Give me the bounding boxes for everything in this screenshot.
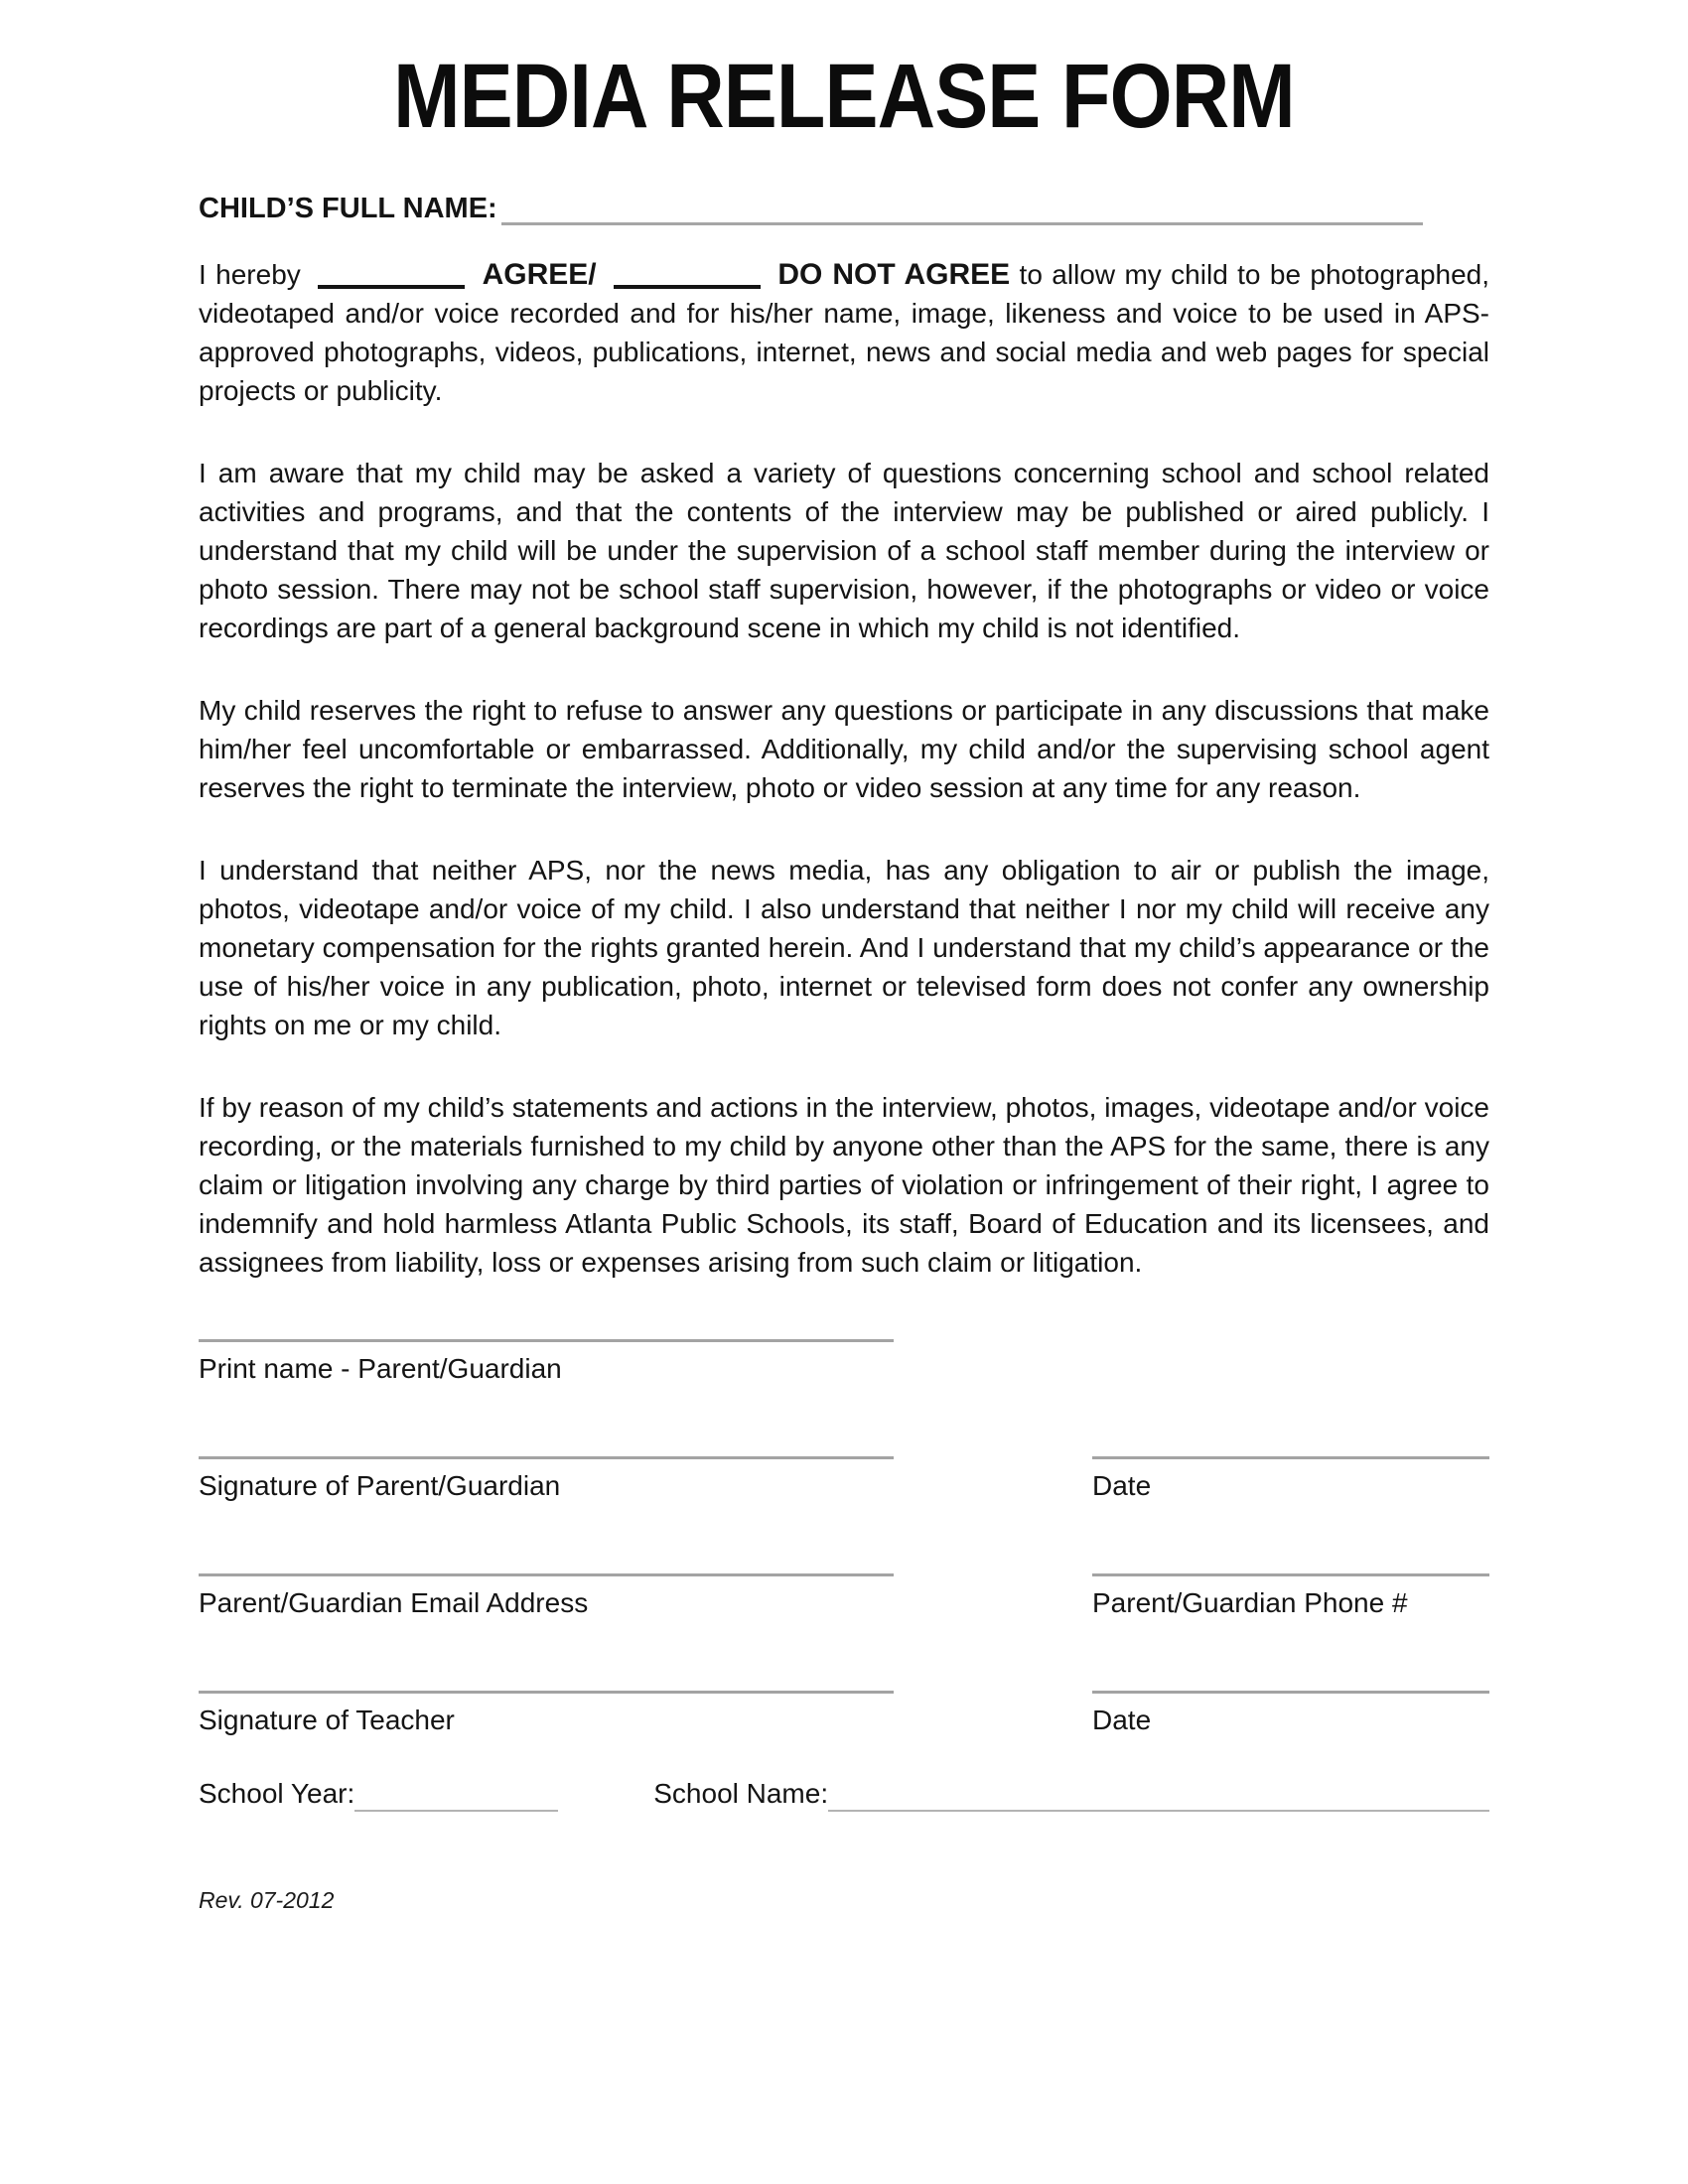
agree-blank-line[interactable] bbox=[318, 261, 465, 289]
school-year-input-line[interactable] bbox=[354, 1778, 558, 1812]
parent-signature-label: Signature of Parent/Guardian bbox=[199, 1470, 561, 1502]
teacher-date-field bbox=[1092, 1691, 1489, 1738]
email-label: Parent/Guardian Email Address bbox=[199, 1587, 589, 1619]
agreement-paragraph bbox=[199, 255, 1489, 410]
teacher-signature-field bbox=[199, 1691, 894, 1738]
parent-signature-input-line[interactable] bbox=[199, 1456, 894, 1459]
child-full-name-label: CHILD’S FULL NAME: bbox=[199, 193, 497, 225]
parent-date-input-line[interactable] bbox=[1092, 1456, 1489, 1459]
school-year-label: School Year: bbox=[199, 1778, 355, 1810]
phone-input-line[interactable] bbox=[1092, 1573, 1489, 1576]
page-title: MEDIA RELEASE FORM bbox=[393, 46, 1295, 147]
print-name-label: Print name - Parent/Guardian bbox=[199, 1353, 562, 1385]
agreement-continuation: to allow my child to be photographed, videotaped and/or voice recorded and for his/her name, image, likeness and voice to be used in APS-approved photographs, videos, publications, internet, news and social media and web pages for special projects or publicity. bbox=[199, 259, 1490, 407]
phone-field bbox=[1092, 1573, 1489, 1621]
interview-awareness-paragraph: I am aware that my child may be asked a variety of questions concerning school and school related activities and programs, and that the contents of the interview may be published or aired publicly. I understand that my child will be under the supervision of a school staff member during the interview or photo session. There may not be school staff supervision, however, if the photographs or video or voice recordings are part of a general background scene in which my child is not identified. bbox=[199, 458, 1489, 644]
do-not-agree-label: DO NOT AGREE bbox=[777, 258, 1011, 292]
signature-section bbox=[199, 1339, 1489, 1738]
agree-label: AGREE/ bbox=[482, 258, 597, 292]
teacher-signature-label: Signature of Teacher bbox=[199, 1705, 455, 1736]
phone-label: Parent/Guardian Phone # bbox=[1092, 1587, 1408, 1619]
school-row bbox=[199, 1776, 1489, 1812]
email-field bbox=[199, 1573, 894, 1621]
teacher-date-input-line[interactable] bbox=[1092, 1691, 1489, 1694]
parent-signature-field bbox=[199, 1456, 894, 1504]
child-name-row bbox=[199, 187, 1489, 225]
parent-date-label: Date bbox=[1092, 1470, 1152, 1502]
child-full-name-input-line[interactable] bbox=[501, 187, 1423, 225]
agreement-prefix: I hereby bbox=[199, 259, 301, 291]
indemnification-paragraph: If by reason of my child’s statements and actions in the interview, photos, images, videotape and/or voice recording, or the materials furnished to my child by anyone other than the APS for the same, there is any claim or litigation involving any charge by third parties of violation or infringement of their right, I agree to indemnify and hold harmless Atlanta Public Schools, its staff, Board of Education and its licensees, and assignees from liability, loss or expenses arising from such claim or litigation. bbox=[199, 1092, 1489, 1279]
teacher-date-label: Date bbox=[1092, 1705, 1152, 1736]
teacher-signature-input-line[interactable] bbox=[199, 1691, 894, 1694]
no-compensation-paragraph: I understand that neither APS, nor the news media, has any obligation to air or publish the image, photos, videotape and/or voice of my child. I also understand that neither I nor my child will receive any monetary compensation for the rights granted herein. And I understand that my child’s appearance or the use of his/her voice in any publication, photo, internet or televised form does not confer any ownership rights on me or my child. bbox=[199, 855, 1489, 1041]
revision-note: Rev. 07-2012 bbox=[199, 1887, 335, 1914]
refusal-rights-paragraph: My child reserves the right to refuse to answer any questions or participate in any discussions that make him/her feel uncomfortable or embarrassed. Additionally, my child and/or the supervising school agent reserves the right to terminate the interview, photo or video session at any time for any reason. bbox=[199, 695, 1489, 804]
email-input-line[interactable] bbox=[199, 1573, 894, 1576]
print-name-input-line[interactable] bbox=[199, 1339, 894, 1342]
do-not-agree-blank-line[interactable] bbox=[614, 261, 761, 289]
parent-date-field bbox=[1092, 1456, 1489, 1504]
school-name-input-line[interactable] bbox=[828, 1778, 1489, 1812]
print-name-field bbox=[199, 1339, 894, 1387]
empty-cell bbox=[1092, 1339, 1489, 1387]
school-name-label: School Name: bbox=[653, 1778, 829, 1810]
